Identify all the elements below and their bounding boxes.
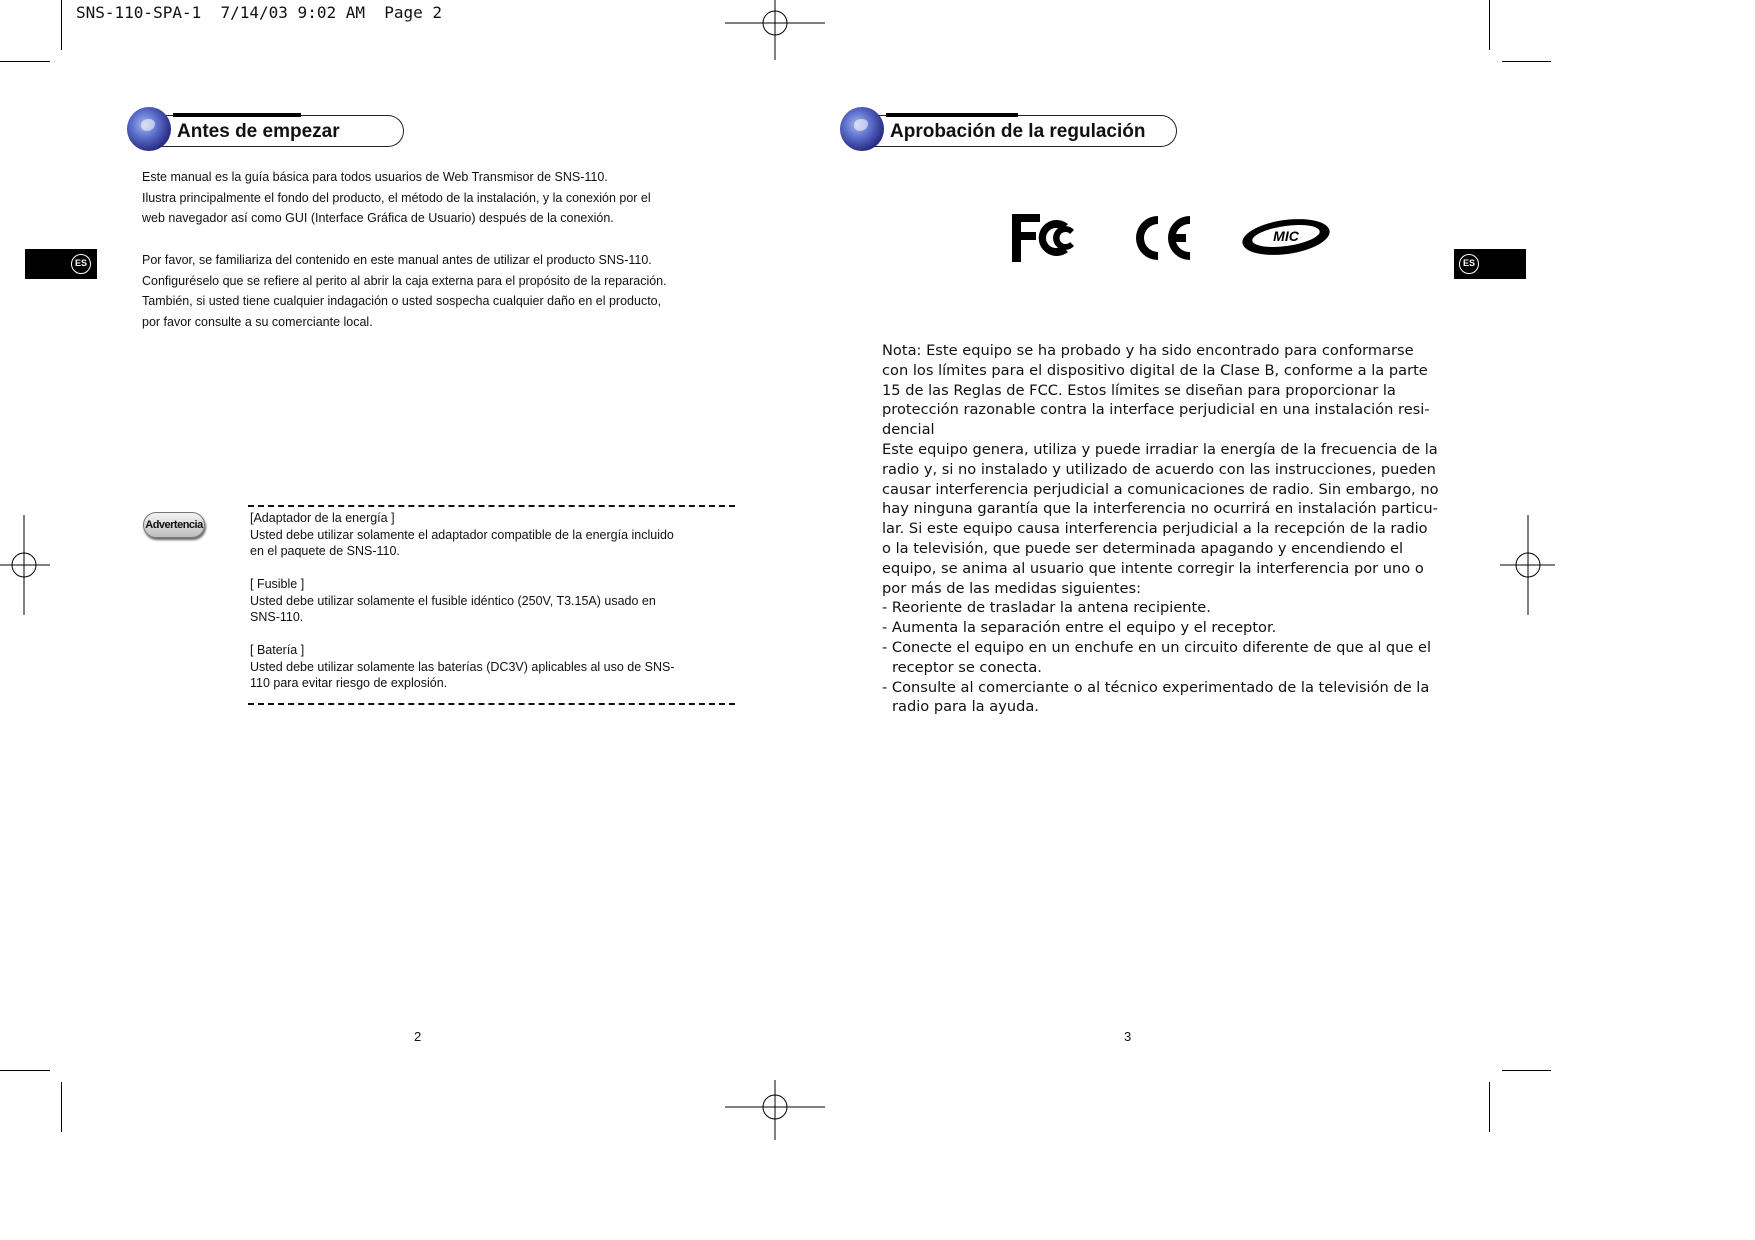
intro-line: web navegador así como GUI (Interface Gráfica de Usuario) después de la conexión. — [142, 211, 614, 226]
registration-mark-bottom — [725, 1080, 825, 1140]
note-line: hay ninguna garantía que la interferencia no ocurrirá en instalación particu- — [882, 500, 1438, 518]
warning-item — [250, 642, 730, 692]
warning-line: Usted debe utilizar solamente el adaptador compatible de la energía incluido — [250, 527, 674, 542]
section-title: Antes de empezar — [177, 121, 340, 142]
page-number: 3 — [1124, 1029, 1132, 1044]
mic-logo — [1240, 212, 1332, 262]
measure-item: - Conecte el equipo en un enchufe en un circuito diferente de que al que el receptor se conecta. — [882, 638, 1432, 676]
intro-line: por favor consulte a su comerciante local. — [142, 314, 373, 329]
warning-heading: [ Batería ] — [250, 643, 305, 657]
intro-line: Configuréselo que se refiere al perito al abrir la caja externa para el propósito de la reparación. — [142, 273, 667, 288]
note-line: dencial — [882, 421, 935, 439]
note-line: causar interferencia perjudicial a comunicaciones de radio. Sin embargo, no — [882, 480, 1439, 498]
warning-list — [250, 510, 730, 692]
registration-mark-right — [1500, 515, 1555, 615]
warning-badge: Advertencia — [143, 512, 205, 538]
registration-mark-left — [0, 515, 50, 615]
warning-item — [250, 510, 730, 560]
note-line: radio y, si no instalado y utilizado de acuerdo con las instrucciones, pueden — [882, 460, 1436, 478]
regulatory-note — [882, 341, 1452, 717]
globe-icon — [840, 107, 884, 151]
warning-heading: [Adaptador de la energía ] — [250, 511, 395, 525]
intro-line: Por favor, se familiariza del contenido en este manual antes de utilizar el producto SNS-110. — [142, 252, 652, 267]
language-tab-left — [25, 249, 97, 279]
warning-heading: [ Fusible ] — [250, 577, 305, 591]
warning-line: Usted debe utilizar solamente el fusible idéntico (250V, T3.15A) usado en — [250, 593, 656, 608]
es-badge: ES — [1459, 254, 1479, 274]
section-heading-left — [127, 107, 407, 151]
note-line: Este equipo genera, utiliza y puede irradiar la energía de la frecuencia de la — [882, 440, 1438, 458]
note-line: protección razonable contra la interface perjudicial en una instalación resi- — [882, 401, 1430, 419]
section-heading-right — [840, 107, 1180, 151]
es-badge: ES — [71, 254, 91, 274]
print-slug: SNS-110-SPA-1 7/14/03 9:02 AM Page 2 — [76, 3, 443, 22]
divider-dashed-bottom — [248, 703, 735, 705]
warning-line: Usted debe utilizar solamente las baterías (DC3V) aplicables al uso de SNS- — [250, 659, 675, 674]
note-line: 15 de las Reglas de FCC. Estos límites se diseñan para proporcionar la — [882, 381, 1396, 399]
mic-logo-text: MIC — [1273, 228, 1299, 244]
measure-item: - Consulte al comerciante o al técnico experimentado de la televisión de la radio para la ayuda. — [882, 678, 1430, 716]
language-tab-right — [1454, 249, 1526, 279]
note-line: Nota: Este equipo se ha probado y ha sido encontrado para conformarse — [882, 342, 1414, 359]
measure-item: - Aumenta la separación entre el equipo y el receptor. — [882, 619, 1277, 637]
note-line: o la televisión, que puede ser determinada apagando y encendiendo el — [882, 539, 1404, 557]
intro-line: Ilustra principalmente el fondo del producto, el método de la instalación, y la conexión por el — [142, 190, 651, 205]
section-title: Aprobación de la regulación — [890, 121, 1146, 142]
globe-icon — [127, 107, 171, 151]
note-line: equipo, se anima al usuario que intente corregir la interferencia por uno o — [882, 559, 1424, 577]
warning-line: en el paquete de SNS-110. — [250, 544, 400, 558]
divider-dashed-top — [248, 505, 735, 507]
note-line: lar. Si este equipo causa interferencia perjudicial a la recepción de la radio — [882, 520, 1428, 538]
note-line: con los límites para el dispositivo digital de la Clase B, conforme a la parte — [882, 361, 1428, 379]
warning-item — [250, 576, 730, 626]
measure-item: - Reoriente de trasladar la antena recipiente. — [882, 599, 1211, 617]
ce-logo — [1128, 210, 1194, 266]
intro-line: También, si usted tiene cualquier indagación o usted sospecha cualquier daño en el producto, — [142, 294, 662, 309]
warning-line: SNS-110. — [250, 610, 304, 624]
fcc-logo — [1010, 210, 1080, 266]
registration-mark-top — [725, 0, 825, 60]
intro-text — [142, 167, 667, 333]
note-line: por más de las medidas siguientes: — [882, 579, 1141, 597]
page-number: 2 — [414, 1029, 422, 1044]
intro-line: Este manual es la guía básica para todos usuarios de Web Transmisor de SNS-110. — [142, 170, 608, 184]
warning-line: 110 para evitar riesgo de explosión. — [250, 676, 448, 690]
